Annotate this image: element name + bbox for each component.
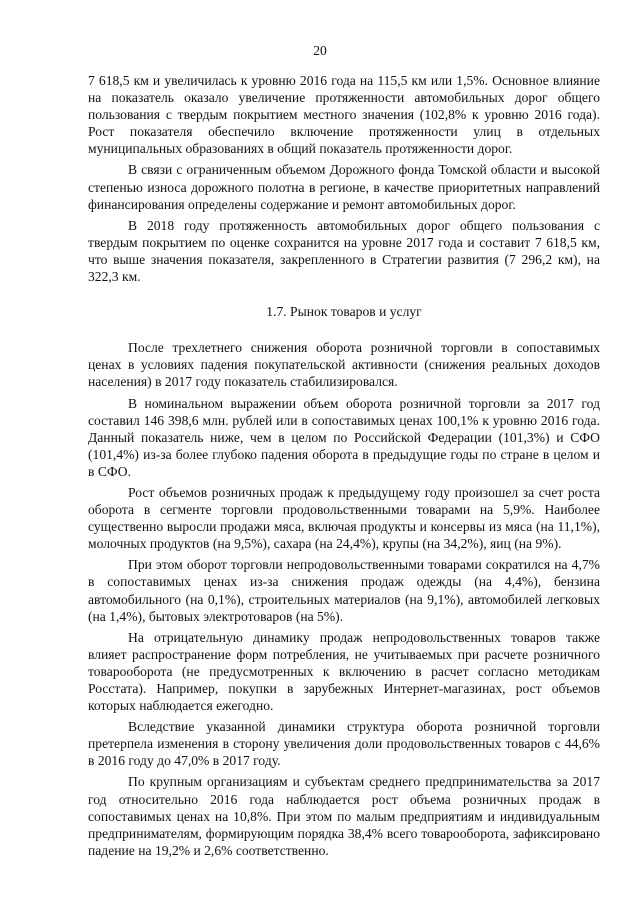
paragraph-continuation: 7 618,5 км и увеличилась к уровню 2016 года на 115,5 км или 1,5%. Основное влияние на показатель оказало увеличение протяженности автомобильных дорог общего пользования с твердым покрытием местного значения (102,8% к уровню 2016 года). Рост показателя обеспечило включение протяженности улиц в отдельных муниципальных образованиях в общий показатель протяженности дорог.: [88, 73, 600, 157]
paragraph-negative-dynamics: На отрицательную динамику продаж непродовольственных товаров также влияет распространение форм потребления, не учитываемых при расчете розничного товарооборота (не предусмотренных к включению в расчет согласно методикам Росстата). Например, покупки в зарубежных Интернет-магазинах, рост объемов которых наблюдается ежегодно.: [88, 629, 600, 714]
section-heading: 1.7. Рынок товаров и услуг: [266, 304, 422, 320]
paragraph-retail-volume: В номинальном выражении объем оборота розничной торговли за 2017 год составил 146 398,6 млн. рублей или в сопоставимых ценах 100,1% к уровню 2016 года. Данный показатель ниже, чем в целом по Российской Федерации (101,3%) и СФО (101,4%) из-за более глубоко падения оборота в предыдущие годы по стране в целом и в СФО.: [88, 395, 600, 479]
paragraph-nonfood-decline: При этом оборот торговли непродовольственными товарами сократился на 4,7% в сопоставимых ценах из-за снижения продаж одежды (на 4,4%), бензина автомобильного (на 0,1%), строительных материалов (на 9,1%), автомобилей легковых (на 1,4%), бытовых электротоваров (на 5%).: [88, 557, 600, 624]
paragraph-road-length-2018: В 2018 году протяженность автомобильных дорог общего пользования с твердым покрытием по оценке сохранится на уровне 2017 года и составит 7 618,5 км, что выше значения показателя, закрепленного в Стратегии развития (7 296,2 км), на 322,3 км.: [88, 217, 600, 285]
paragraph-road-fund: В связи с ограниченным объемом Дорожного фонда Томской области и высокой степенью износа дорожного полотна в регионе, в качестве приоритетных направлений финансирования определены содержание и ремонт автомобильных дорог.: [88, 162, 600, 212]
paragraph-food-growth: Рост объемов розничных продаж к предыдущему году произошел за счет роста оборота в сегменте торговли продовольственными товарами на 5,9%. Наиболее существенно выросли продажи мяса, включая продукты и консервы из мяса (на 11,1%), молочных продуктов (на 9,5%), сахара (на 24,4%), крупы (на 34,2%), яиц (на 9%).: [88, 484, 600, 552]
page-body: [88, 72, 600, 863]
paragraph-retail-stabilized: После трехлетнего снижения оборота розничной торговли в сопоставимых ценах в условиях падения покупательской активности (снижения реальных доходов населения) в 2017 году показатель стабилизировался.: [88, 340, 600, 390]
paragraph-large-small-business: По крупным организациям и субъектам среднего предпринимательства за 2017 год относительно 2016 года наблюдается рост объема розничных продаж в сопоставимых ценах на 10,8%. При этом по малым предприятиям и индивидуальным предпринимателям, формирующим порядка 38,4% всего товарооборота, зафиксировано падение на 19,2% и 2,6% соответственно.: [88, 774, 600, 858]
page-number: 20: [313, 43, 327, 58]
paragraph-structure-change: Вследствие указанной динамики структура оборота розничной торговли претерпела изменения в сторону увеличения доли продовольственных товаров с 44,6% в 2016 году до 47,0% в 2017 году.: [88, 719, 600, 769]
